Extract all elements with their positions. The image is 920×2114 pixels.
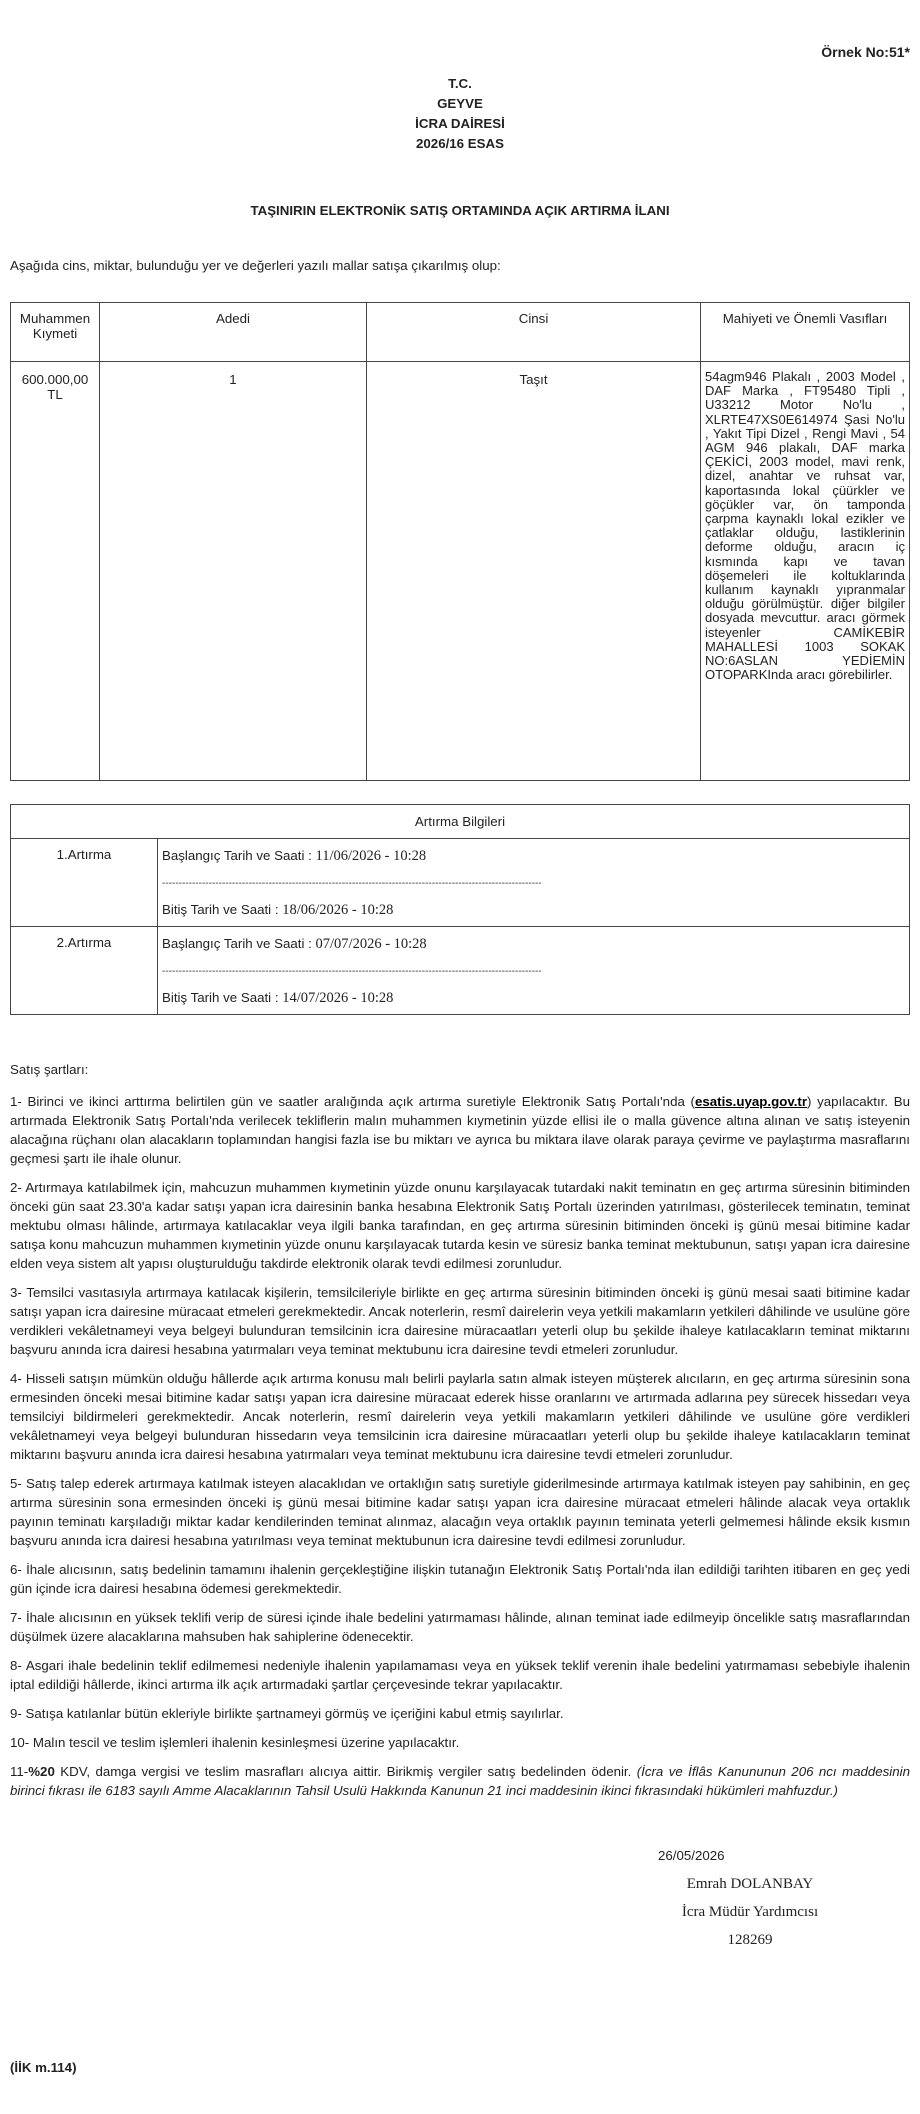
sartlar-heading: Satış şartları: — [10, 1062, 89, 1077]
col-adet: Adedi — [100, 303, 367, 362]
header — [10, 74, 910, 154]
separator-line: ------------------------------------------------------------------------------------------------------------------ — [162, 878, 542, 889]
header-city: GEYVE — [437, 96, 483, 111]
sart-1 — [10, 1092, 910, 1168]
baslangic-value: 11/06/2026 - 10:28 — [315, 848, 427, 864]
table-row — [11, 362, 910, 781]
baslangic-label: Başlangıç Tarih ve Saati : — [162, 848, 312, 863]
artirma-label: 1.Artırma — [11, 839, 158, 927]
sart-6: 6- İhale alıcısının, satış bedelinin tamamını ihalenin gerçekleştiğine ilişkin tutanağın Elektronik Satış Portalı'nda ilan edildiği tarihten itibaren en geç yedi gün içinde icra dairesi hesabına ödemesi gerekmektedir. — [10, 1562, 910, 1596]
satis-sartlari — [10, 1060, 910, 1810]
cell-vasif: 54agm946 Plakalı , 2003 Model , DAF Marka , FT95480 Tipli , U33212 Motor No'lu , XLRTE47XS0E614974 Şasi No'lu , Yakıt Tipi Dizel , Rengi Mavi , 54 AGM 946 plakalı, DAF marka ÇEKİCİ, 2003 model, mavi renk, dizel, anahtar ve ruhsat var, kaportasında lokal çüürkler ve göçükler var, ön tamponda çarpma kaynaklı lokal ezikler ve çatlaklar olduğu, lastiklerinin deforme olduğu, aracın iç kısmında kapı ve tavan döşemeleri ile koltuklarında kullanım kaynaklı yıpranmalar olduğu görülmüştür. diğer bilgiler dosyada mevcuttur. aracı görmek isteyenler CAMİKEBİR MAHALLESİ 1003 SOKAK NO:6ASLAN YEDİEMİN OTOPARKInda aracı görebilirler. — [701, 362, 910, 781]
baslangic-value: 07/07/2026 - 10:28 — [315, 936, 427, 952]
artirma-label: 2.Artırma — [11, 927, 158, 1015]
col-cins: Cinsi — [367, 303, 701, 362]
sart-1-text-a: 1- Birinci ve ikinci arttırma belirtilen gün ve saatler aralığında açık artırma suretiyle Elektronik Satış Portalı'nda ( — [10, 1094, 695, 1109]
col-kiymet: Muhammen Kıymeti — [11, 303, 100, 362]
artirma-row-1 — [11, 839, 910, 927]
ornek-no: Örnek No:51* — [821, 44, 910, 60]
sart-2: 2- Artırmaya katılabilmek için, mahcuzun muhammen kıymetinin yüzde onunu karşılayacak tutardaki nakit teminatın en geç artırma süresinin bitiminden önceki gün saat 23.30'a kadar satışı yapan icra dairesinin banka hesabına Elektronik Satış Portalı üzerinden yatırılması, gösterilecek teminatın, teminat mektubu olması hâlinde, artırmaya katılacaklar veya ilgili banka tarafından, en geç artırma süresinin bitiminden önceki iş günü mesai bitimine kadar satışa konu mahcuzun muhammen kıymetinin yüzde onunu karşılayacak tutarda kesin ve süresiz banka teminat mektubunun, satışı yapan icra dairesine elden veya sistem alt yapısı oluşturulduğu takdirde elektronik olarak tevdi edilmesi zorunludur. — [10, 1180, 910, 1271]
sart-11-text-b: KDV, damga vergisi ve teslim masrafları alıcıya aittir. Birikmiş vergiler satış bedelinden ödenir. — [54, 1764, 637, 1779]
artirma-info — [158, 839, 910, 927]
bitis-line — [162, 901, 905, 919]
artirma-table — [10, 804, 910, 1015]
sart-9: 9- Satışa katılanlar bütün ekleriyle birlikte şartnameyi görmüş ve içeriğini kabul etmiş sayılırlar. — [10, 1706, 564, 1721]
cell-kiymet: 600.000,00 TL — [11, 362, 100, 781]
sart-11-text-a: 11- — [10, 1764, 29, 1779]
header-case-no: 2026/16 ESAS — [416, 136, 504, 151]
signatory-name: Emrah DOLANBAY — [686, 1876, 814, 1892]
sart-8: 8- Asgari ihale bedelinin teklif edilmemesi nedeniyle ihalenin yapılamaması veya en yüksek teklif verenin ihale bedelini yatırmaması sebebiyle ihalenin iptal edildiği hâllerde, ikinci artırma ilk açık artırmadaki şartlar çerçevesinde tekrar yapılacaktır. — [10, 1658, 910, 1692]
signature-date: 26/05/2026 — [658, 1848, 725, 1863]
page-title: TAŞINIRIN ELEKTRONİK SATIŞ ORTAMINDA AÇIK ARTIRMA İLANI — [250, 203, 670, 218]
baslangic-label: Başlangıç Tarih ve Saati : — [162, 936, 312, 951]
header-tc: T.C. — [448, 76, 472, 91]
sart-10: 10- Malın tescil ve teslim işlemleri ihalenin kesinleşmesi üzerine yapılacaktır. — [10, 1735, 460, 1750]
col-vasif: Mahiyeti ve Önemli Vasıfları — [701, 303, 910, 362]
mal-table — [10, 302, 910, 781]
bitis-line — [162, 989, 905, 1007]
baslangic-line — [162, 847, 905, 865]
signatory-role: İcra Müdür Yardımcısı — [681, 1904, 819, 1920]
sart-11 — [10, 1762, 910, 1800]
sart-7: 7- İhale alıcısının en yüksek teklifi verip de süresi içinde ihale bedelini yatırmaması hâlinde, alınan teminat iade edilmeyip öncelikle satış masraflarından düşülmek üzere alacaklarına mahsuben hak sahiplerine ödenecektir. — [10, 1610, 910, 1644]
cell-adet: 1 — [100, 362, 367, 781]
legal-reference: (İİK m.114) — [10, 2060, 77, 2075]
sart-11-legal-note: (İcra ve İflâs Kanununun 206 ncı maddesinin birinci fıkrası ile 6183 sayılı Amme Alacaklarının Tahsil Usulü Hakkında Kanunun 21 inci maddesinin ikinci fıkrasındaki hükümleri mahfuzdur.) — [10, 1764, 910, 1798]
separator-line: ------------------------------------------------------------------------------------------------------------------ — [162, 966, 542, 977]
header-office: İCRA DAİRESİ — [415, 116, 505, 131]
sart-4: 4- Hisseli satışın mümkün olduğu hâllerde açık artırma konusu malı belirli paylarla satın almak isteyen müşterek alıcıların, en geç artırma süresinin sona ermesinden önceki mesai bitimine kadar satışı yapan icra dairesine müracaat ederek hisse oranlarını ve artırmada adlarına pey sürecek hissedarı veya temsilciyi bildirmeleri gerekmektedir. Ancak noterlerin, resmî dairelerin veya yetkili makamların yetkileri dâhilinde ve usulüne göre verdikleri vekâletnameyi veya belgeyi bulunduran hissedarın veya temsilcinin icra dairesine müracaatları yeterli olup bu şekilde ihaleye katılacakların teminat miktarını başvuru anında icra dairesi hesabına yatırmaları veya teminat mektubunu icra dairesine tevdi etmeleri zorunludur. — [10, 1371, 910, 1462]
esatis-link[interactable]: esatis.uyap.gov.tr — [694, 1094, 808, 1109]
cell-cins: Taşıt — [367, 362, 701, 781]
baslangic-line — [162, 935, 905, 953]
bitis-value: 14/07/2026 - 10:28 — [282, 990, 394, 1006]
bitis-value: 18/06/2026 - 10:28 — [282, 902, 394, 918]
signatory-number: 128269 — [727, 1932, 773, 1948]
bitis-label: Bitiş Tarih ve Saati : — [162, 990, 279, 1005]
artirma-row-2 — [11, 927, 910, 1015]
mal-table-header — [11, 303, 910, 362]
bitis-label: Bitiş Tarih ve Saati : — [162, 902, 279, 917]
artirma-caption: Artırma Bilgileri — [11, 805, 910, 839]
sart-5: 5- Satış talep ederek artırmaya katılmak isteyen alacaklıdan ve ortaklığın satış suretiyle giderilmesinde artırmaya katılmak isteyen pay sahibinin, en geç artırma süresinin sona ermesinden önceki iş günü mesai bitimine kadar satışı yapan icra dairesine müracaat etmeleri hâlinde alacak veya ortaklık payının teminatı karşıladığı miktar kadar kendilerinden teminat alınmaz, alacağın veya ortaklık payının teminata yeterli gelmemesi hâlinde eksik kısmın başvuru anında icra dairesi hesabına yatırılması veya teminat mektubunun icra dairesine tevdi edilmesi zorunludur. — [10, 1476, 910, 1548]
sart-3: 3- Temsilci vasıtasıyla artırmaya katılacak kişilerin, temsilcileriyle birlikte en geç artırma süresinin bitiminden önceki iş günü mesai saati bitimine kadar satışı yapan icra dairesine müracaat etmeleri gerekmektedir. Ancak noterlerin, resmî dairelerin veya yetkili makamların yetkileri dâhilinde ve usulüne göre verdikleri vekâletnameyi veya belgeyi bulunduran temsilcinin icra dairesine müracaatları yeterli olup bu şekilde ihaleye katılacakların teminat miktarını başvuru anında icra dairesi hesabına yatırmaları veya teminat mektubunu icra dairesine tevdi etmeleri zorunludur. — [10, 1285, 910, 1357]
sart-1-text-b: ) yapılacaktır. Bu artırmada Elektronik Satış Portalı'nda verilecek tekliflerin malın muhammen kıymetinin yüzde ellisi ile o malla güvence altına alınan ve satış isteyenin alacağına rüçhanı olan alacakların toplamından hangisi fazla ise bu miktarı ve ayrıca bu miktara ilave olarak paraya çevirme ve paylaştırma masraflarını geçmesi şartı ile ihale olunur. — [10, 1094, 910, 1166]
kdv-rate: %20 — [28, 1764, 55, 1779]
intro-text: Aşağıda cins, miktar, bulunduğu yer ve değerleri yazılı mallar satışa çıkarılmış olup: — [10, 258, 501, 273]
artirma-info — [158, 927, 910, 1015]
